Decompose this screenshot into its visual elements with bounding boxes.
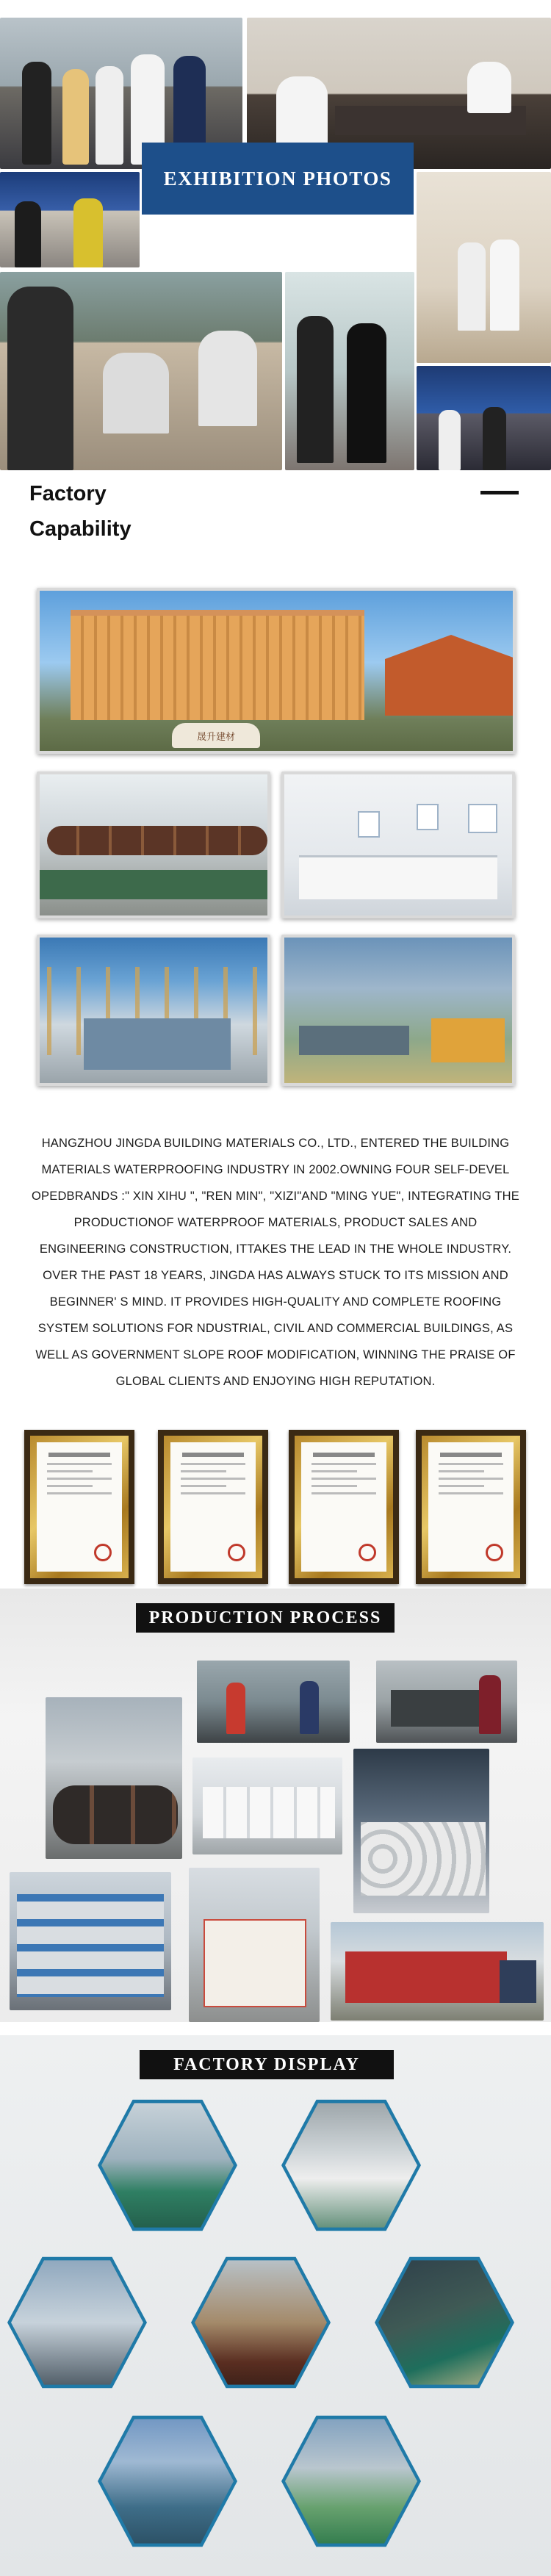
process-photo <box>46 1697 182 1859</box>
factory-building-photo <box>37 588 516 754</box>
factory-lab-photo <box>281 771 515 918</box>
certificate-frame <box>24 1430 134 1584</box>
certificate-seal <box>228 1544 245 1561</box>
building-sign: 晟升建材 <box>172 723 260 748</box>
certificate-seal <box>486 1544 503 1561</box>
exhibition-photo-hall <box>417 366 551 470</box>
factory-workshop-photo <box>281 935 515 1086</box>
title-divider <box>480 491 519 494</box>
certificate-seal <box>94 1544 112 1561</box>
process-photo <box>192 1757 342 1854</box>
exhibition-photo-lobby <box>417 172 551 363</box>
process-photo <box>189 1868 320 2022</box>
production-title-bar <box>136 1603 395 1633</box>
display-title: FACTORY DISPLAY <box>173 2054 360 2074</box>
process-photo <box>353 1749 489 1913</box>
process-photo <box>331 1922 544 2021</box>
company-description: HANGZHOU JINGDA BUILDING MATERIALS CO., LTD., ENTERED THE BUILDING MATERIALS WATERPROOFING INDUSTRY IN 2002.OWNING FOUR SELF-DEVEL OPEDBRANDS :" XIN XIHU ", "REN MIN", "XIZI"AND "MING YUE", INTEGRATING THE PRODUCTIONOF WATERPROOF MATERIALS, PRODUCT SALES AND ENGINEERING CONSTRUCTION, ITTAKES THE LEAD IN THE WHOLE INDUSTRY. OVER THE PAST 18 YEARS, JINGDA HAS ALWAYS STUCK TO ITS MISSION AND BEGINNER' S MIND. IT PROVIDES HIGH-QUALITY AND COMPLETE ROOFING SYSTEM SOLUTIONS FOR NDUSTRIAL, CIVIL AND COMMERCIAL BUILDINGS, AS WELL AS GOVERNMENT SLOPE ROOF MODIFICATION, WINNING THE PRAISE OF GLOBAL CLIENTS AND ENJOYING HIGH REPUTATION. <box>32 1137 519 1388</box>
factory-rollers-photo <box>37 771 270 918</box>
exhibition-title-banner <box>142 143 414 215</box>
process-photo <box>10 1872 171 2010</box>
capability-title <box>29 476 132 547</box>
production-title: PRODUCTION PROCESS <box>148 1608 382 1627</box>
process-photo <box>197 1661 350 1743</box>
certificate-frame <box>289 1430 399 1584</box>
certificate-seal <box>359 1544 376 1561</box>
capability-title-line1: Factory <box>29 482 107 506</box>
factory-line-photo <box>37 935 270 1086</box>
exhibition-photo-stand <box>285 272 414 470</box>
process-photo <box>376 1661 517 1743</box>
display-title-bar <box>140 2050 394 2079</box>
certificate-frame <box>416 1430 526 1584</box>
exhibition-photo-samples <box>0 272 282 470</box>
exhibition-photo-booth <box>0 172 140 267</box>
capability-title-line2: Capability <box>29 517 132 541</box>
certificate-frame <box>158 1430 268 1584</box>
exhibition-title: EXHIBITION PHOTOS <box>163 167 392 190</box>
